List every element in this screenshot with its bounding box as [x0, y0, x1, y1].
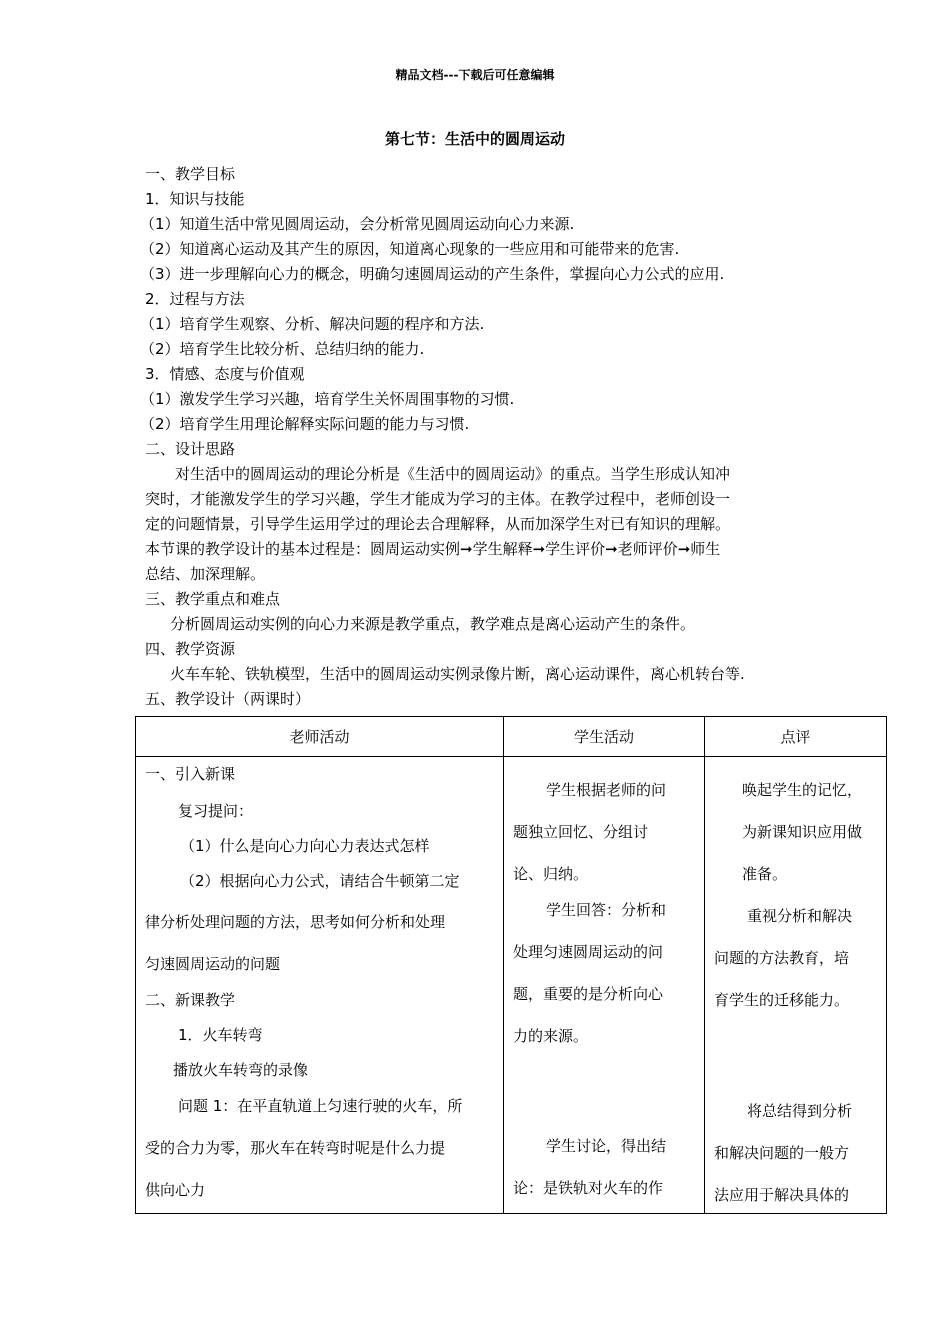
paragraph-line: 分析圆周运动实例的向心力来源是教学重点，教学难点是离心运动产生的条件。 [170, 615, 696, 633]
cell-line: 匀速圆周运动的问题 [145, 955, 281, 973]
paragraph-line: 对生活中的圆周运动的理论分析是《生活中的圆周运动》的重点。当学生形成认知冲 [175, 465, 731, 483]
goal-item: （2）培育学生用理论解释实际问题的能力与习惯. [140, 415, 470, 433]
subheading-knowledge: 1．知识与技能 [145, 190, 245, 208]
paragraph-line: 总结、加深理解。 [145, 565, 266, 583]
goal-item: （1）激发学生学习兴趣，培育学生关怀周围事物的习惯. [140, 390, 515, 408]
cell-line: 题，重要的是分析向心 [513, 985, 664, 1003]
cell-line: 播放火车转弯的录像 [173, 1061, 309, 1079]
subheading-process: 2．过程与方法 [145, 290, 245, 308]
page-header: 精品文档---下载后可任意编辑 [395, 68, 555, 82]
heading-key-points: 三、教学重点和难点 [145, 590, 281, 608]
cell-line: 育学生的迁移能力。 [714, 991, 850, 1009]
cell-line: 问题的方法教育，培 [714, 949, 850, 967]
cell-line: 学生讨论，得出结 [546, 1137, 667, 1155]
cell-line: 1．火车转弯 [178, 1026, 263, 1044]
student-activity-cell [504, 757, 705, 1214]
cell-line: 问题 1：在平直轨道上匀速行驶的火车，所 [178, 1097, 463, 1115]
cell-line: （1）什么是向心力向心力表达式怎样 [180, 837, 430, 855]
column-header-comment: 点评 [705, 717, 887, 757]
goal-item: （2）培育学生比较分析、总结归纳的能力. [140, 340, 425, 358]
cell-line: （2）根据向心力公式，请结合牛顿第二定 [180, 872, 460, 890]
goal-item: （1）培育学生观察、分析、解决问题的程序和方法. [140, 315, 485, 333]
cell-line: 复习提问： [178, 802, 254, 820]
cell-line: 论、归纳。 [513, 865, 589, 883]
paragraph-line: 本节课的教学设计的基本过程是：圆周运动实例➞学生解释➞学生评价➞老师评价➞师生 [145, 540, 721, 558]
cell-line: 处理匀速圆周运动的问 [513, 943, 664, 961]
column-header-student: 学生活动 [504, 717, 705, 757]
section-title: 第七节：生活中的圆周运动 [384, 130, 565, 148]
cell-line: 将总结得到分析 [747, 1102, 853, 1120]
goal-item: （3）进一步理解向心力的概念，明确匀速圆周运动的产生条件，掌握向心力公式的应用. [140, 265, 725, 283]
heading-teaching-design: 五、教学设计（两课时） [145, 690, 311, 708]
subheading-attitude: 3．情感、态度与价值观 [145, 365, 305, 383]
teacher-activity-cell [136, 757, 504, 1214]
heading-resources: 四、教学资源 [145, 640, 236, 658]
cell-line: 二、新课教学 [145, 991, 236, 1009]
cell-line: 和解决问题的一般方 [714, 1144, 850, 1162]
cell-line: 法应用于解决具体的 [714, 1186, 850, 1204]
goal-item: （2）知道离心运动及其产生的原因，知道离心现象的一些应用和可能带来的危害. [140, 240, 680, 258]
goal-item: （1）知道生活中常见圆周运动，会分析常见圆周运动向心力来源. [140, 215, 575, 233]
cell-line: 一、引入新课 [145, 765, 236, 783]
comment-cell [705, 757, 887, 1214]
column-header-teacher: 老师活动 [136, 717, 504, 757]
table-header-row [136, 717, 887, 757]
heading-teaching-goals: 一、教学目标 [145, 165, 236, 183]
cell-line: 受的合力为零，那火车在转弯时呢是什么力提 [145, 1139, 446, 1157]
heading-design-idea: 二、设计思路 [145, 440, 236, 458]
cell-line: 学生回答：分析和 [546, 901, 667, 919]
cell-line: 唤起学生的记忆， [742, 781, 863, 799]
cell-line: 题独立回忆、分组讨 [513, 823, 649, 841]
cell-line: 律分析处理问题的方法，思考如何分析和处理 [145, 913, 446, 931]
cell-line: 论：是铁轨对火车的作 [513, 1179, 664, 1197]
cell-line: 为新课知识应用做 [742, 823, 863, 841]
cell-line: 准备。 [742, 865, 788, 883]
paragraph-line: 定的问题情景，引导学生运用学过的理论去合理解释，从而加深学生对已有知识的理解。 [145, 515, 731, 533]
cell-line: 供向心力 [145, 1181, 206, 1199]
teaching-design-table [135, 716, 887, 1214]
table-row [136, 757, 887, 1214]
paragraph-line: 突时，才能激发学生的学习兴趣，学生才能成为学习的主体。在教学过程中，老师创设一 [145, 490, 731, 508]
cell-line: 学生根据老师的问 [546, 781, 667, 799]
cell-line: 重视分析和解决 [747, 907, 853, 925]
paragraph-line: 火车车轮、铁轨模型，生活中的圆周运动实例录像片断，离心运动课件，离心机转台等. [170, 665, 745, 683]
cell-line: 力的来源。 [513, 1027, 589, 1045]
